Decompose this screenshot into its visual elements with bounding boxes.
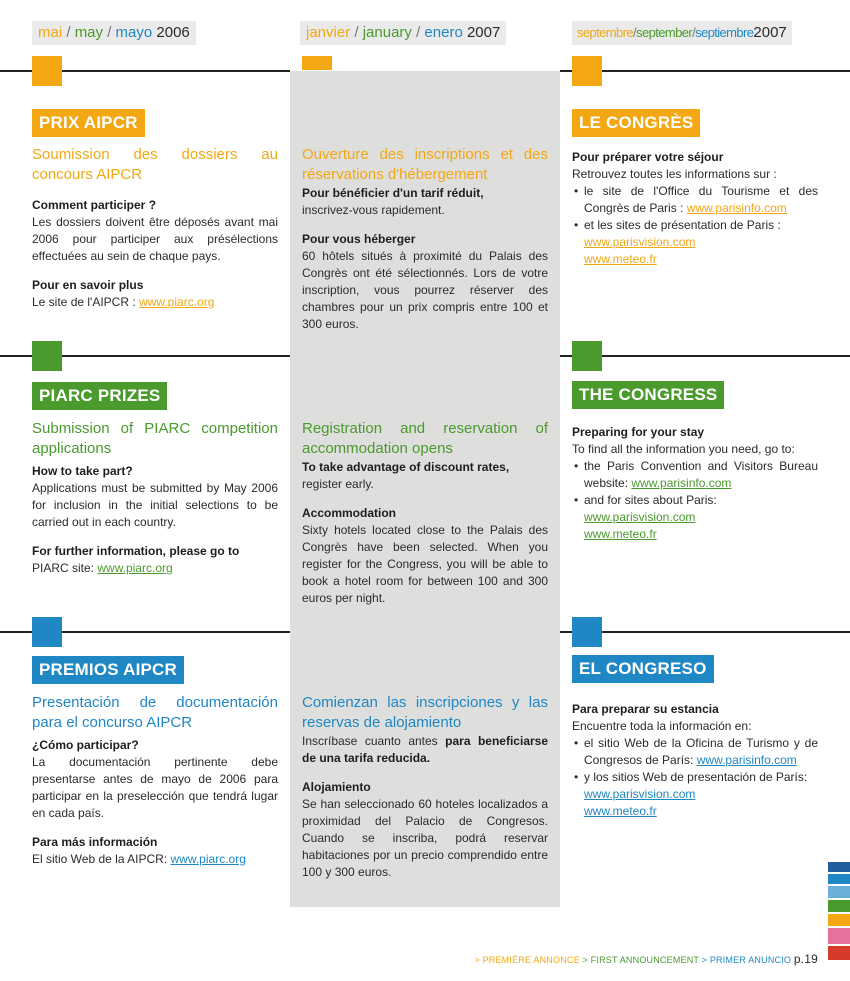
meteo-link[interactable]: www.meteo.fr: [584, 804, 657, 818]
section-label-prix-aipcr: PRIX AIPCR: [32, 109, 145, 137]
date-header-january-2007: janvier / january / enero 2007: [300, 21, 506, 45]
list-item: • el sitio Web de la Oficina de Turismo y de Congresos de París: www.parisinfo.com: [572, 735, 818, 769]
parisinfo-link[interactable]: www.parisinfo.com: [686, 201, 787, 215]
section-heading: Alojamiento: [302, 780, 371, 794]
section-paragraph: Applications must be submitted by May 2006 for inclusion in the initial selections to be carried out in each country.: [32, 481, 278, 529]
section-paragraph: 60 hôtels situés à proximité du Palais des Congrès ont été sélectionnés. Lors de votre inscription, vous pourrez réserver des chambres pour un prix compris entre 100 et 300 euros.: [302, 249, 548, 331]
section-label-premios-aipcr: PREMIOS AIPCR: [32, 656, 184, 684]
date-header-september-2007: septembre/september/septiembre2007: [572, 21, 792, 45]
section-heading: How to take part?: [32, 464, 133, 478]
section-heading: For further information, please go to: [32, 544, 240, 558]
page-footer: > PREMIÈRE ANNONCE > FIRST ANNOUNCEMENT > PRIMER ANUNCIO p.19: [474, 952, 818, 966]
piarc-link[interactable]: www.piarc.org: [97, 561, 173, 575]
parisinfo-link[interactable]: www.parisinfo.com: [696, 753, 797, 767]
es-right-block: [572, 701, 818, 820]
section-heading: To take advantage of discount rates,: [302, 460, 510, 474]
section-subtitle: Submission of PIARC competition applications: [32, 420, 278, 457]
blue-square-marker: [32, 617, 62, 647]
list-item: • y los sitios Web de presentación de París:: [572, 769, 818, 786]
edge-color-tab: [828, 862, 850, 872]
section-subtitle: Soumission des dossiers au concours AIPCR: [32, 146, 278, 183]
section-paragraph: El sitio Web de la AIPCR: www.piarc.org: [32, 852, 246, 866]
blue-square-marker: [572, 617, 602, 647]
parisvision-link[interactable]: www.parisvision.com: [584, 510, 696, 524]
section-label-le-congres: LE CONGRÈS: [572, 109, 700, 137]
section-paragraph: Inscríbase cuanto antes para beneficiarse de una tarifa reducida.: [302, 734, 549, 765]
list-item: • the Paris Convention and Visitors Bureau website: www.parisinfo.com: [572, 458, 818, 492]
fr-left-block: [32, 145, 278, 311]
edge-color-tab: [828, 886, 850, 898]
section-heading: ¿Cómo participar?: [32, 738, 139, 752]
orange-square-marker: [302, 56, 332, 70]
edge-color-tab: [828, 914, 850, 926]
section-paragraph: Les dossiers doivent être déposés avant mai 2006 pour participer aux présélections effectuées au sein de chaque pays.: [32, 215, 278, 263]
edge-color-tab: [828, 946, 850, 960]
section-heading: Pour en savoir plus: [32, 278, 144, 292]
parisinfo-link[interactable]: www.parisinfo.com: [631, 476, 732, 490]
section-paragraph: Se han seleccionado 60 hoteles localizados a proximidad del Palacio de Congresos. Cuando se inscriba, podrá reservar habitaciones por un precio comprendido entre 100 y 300 euros.: [302, 797, 548, 879]
parisvision-link[interactable]: www.parisvision.com: [584, 787, 696, 801]
piarc-link[interactable]: www.piarc.org: [170, 852, 246, 866]
section-heading: Pour bénéficier d'un tarif réduit,: [302, 186, 484, 200]
meteo-link[interactable]: www.meteo.fr: [584, 527, 657, 541]
en-middle-block: [302, 419, 548, 607]
edge-color-tab: [828, 900, 850, 912]
section-paragraph: Sixty hotels located close to the Palais des Congrès have been selected. When you register for the Congress, you will be able to book a hotel room for between 100 and 300 euros per night.: [302, 523, 548, 605]
green-square-marker: [32, 341, 62, 371]
section-subtitle: Registration and reservation of accommodation opens: [302, 420, 548, 457]
section-paragraph: La documentación pertinente debe presentarse antes de mayo de 2006 para participar en la preselección que tendrá lugar en cada país.: [32, 755, 278, 820]
fr-right-block: [572, 149, 818, 268]
section-heading: Comment participer ?: [32, 198, 157, 212]
edge-color-tab: [828, 874, 850, 884]
section-label-piarc-prizes: PIARC PRIZES: [32, 382, 167, 410]
en-right-block: [572, 424, 818, 543]
section-paragraph: Encuentre toda la información en:: [572, 719, 752, 733]
section-heading: Pour préparer votre séjour: [572, 150, 724, 164]
piarc-link[interactable]: www.piarc.org: [139, 295, 215, 309]
date-header-may-2006: mai / may / mayo 2006: [32, 21, 196, 45]
edge-color-tab: [828, 928, 850, 944]
section-heading: Para más información: [32, 835, 158, 849]
section-heading: Accommodation: [302, 506, 397, 520]
section-paragraph: To find all the information you need, go to:: [572, 442, 795, 456]
section-paragraph: register early.: [302, 477, 374, 491]
section-heading: Preparing for your stay: [572, 425, 705, 439]
info-list: [572, 458, 818, 509]
meteo-link[interactable]: www.meteo.fr: [584, 252, 657, 266]
fr-middle-block: [302, 145, 548, 333]
section-heading: Para preparar su estancia: [572, 702, 719, 716]
list-item: • et les sites de présentation de Paris :: [572, 217, 818, 234]
es-left-block: [32, 693, 278, 868]
section-heading: Pour vous héberger: [302, 232, 416, 246]
section-paragraph: Retrouvez toutes les informations sur :: [572, 167, 777, 181]
orange-square-marker: [572, 56, 602, 86]
section-paragraph: Le site de l'AIPCR : www.piarc.org: [32, 295, 215, 309]
es-middle-block: [302, 693, 548, 881]
en-left-block: [32, 419, 278, 577]
green-square-marker: [572, 341, 602, 371]
section-subtitle: Ouverture des inscriptions et des réservations d'hébergement: [302, 146, 548, 183]
page-number: p.19: [793, 952, 818, 966]
orange-square-marker: [32, 56, 62, 86]
section-label-the-congress: THE CONGRESS: [572, 381, 724, 409]
divider-bottom-right: [560, 631, 850, 633]
parisvision-link[interactable]: www.parisvision.com: [584, 235, 696, 249]
section-paragraph: PIARC site: www.piarc.org: [32, 561, 173, 575]
info-list: [572, 183, 818, 234]
section-subtitle: Presentación de documentación para el concurso AIPCR: [32, 694, 278, 731]
section-subtitle: Comienzan las inscripciones y las reservas de alojamiento: [302, 694, 548, 731]
info-list: [572, 735, 818, 786]
section-label-el-congreso: EL CONGRESO: [572, 655, 714, 683]
divider-top-right: [560, 70, 850, 72]
list-item: • le site de l'Office du Tourisme et des Congrès de Paris : www.parisinfo.com: [572, 183, 818, 217]
list-item: • and for sites about Paris:: [572, 492, 818, 509]
section-paragraph: inscrivez-vous rapidement.: [302, 203, 445, 217]
divider-mid-right: [560, 355, 850, 357]
